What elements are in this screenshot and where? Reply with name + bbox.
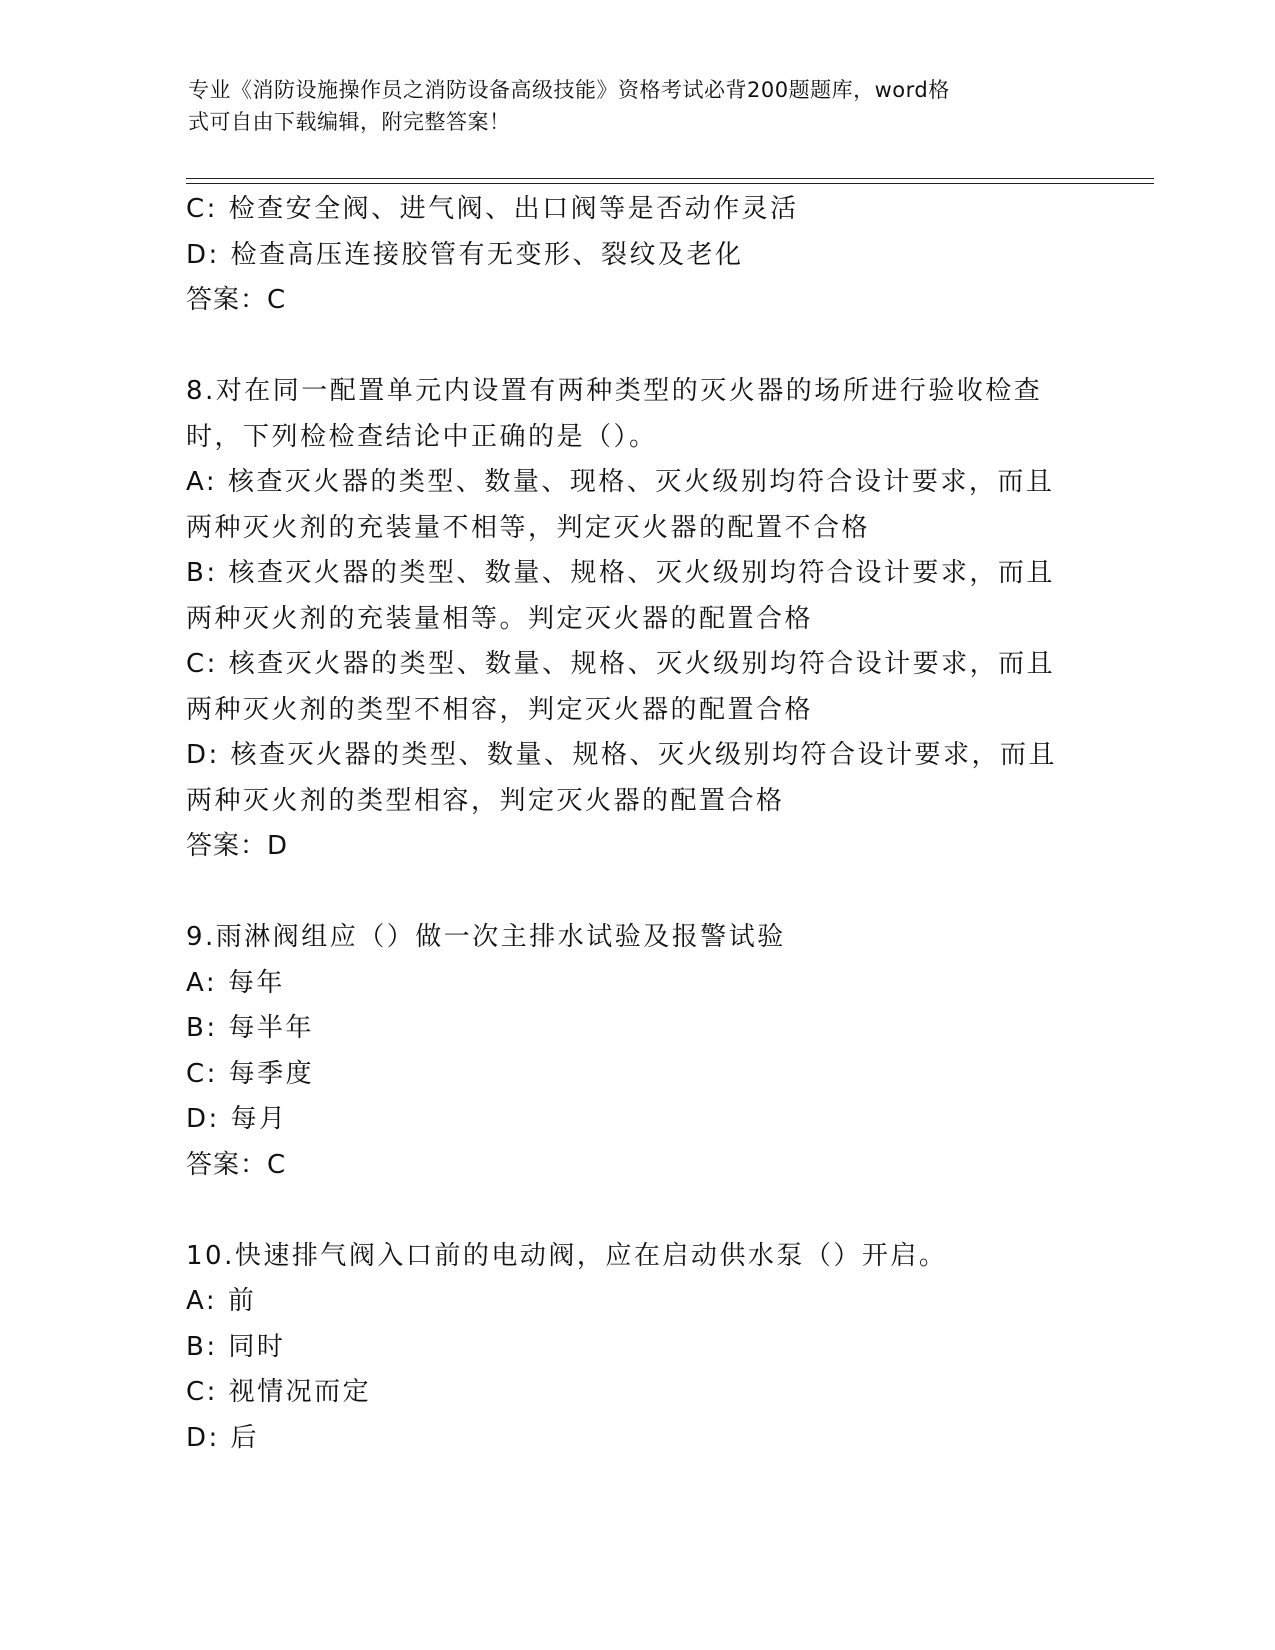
question-8 bbox=[186, 369, 1086, 870]
question-stem-line-2: 时，下列检检查结论中正确的是（）。 bbox=[186, 421, 658, 452]
question-10 bbox=[186, 1234, 1086, 1462]
option-d-line-2: 两种灭火剂的类型相容，判定灭火器的配置合格 bbox=[186, 785, 785, 816]
spacer bbox=[186, 324, 1086, 370]
header-rule-bottom bbox=[186, 183, 1154, 184]
header-title-line-2: 式可自由下载编辑，附完整答案！ bbox=[188, 110, 511, 134]
answer-label: 答案：C bbox=[186, 285, 287, 315]
question-9 bbox=[186, 915, 1086, 1188]
answer-label: 答案：D bbox=[186, 831, 289, 861]
option-c: C: 检查安全阀、进气阀、出口阀等是否动作灵活 bbox=[186, 194, 799, 224]
option-c: C: 视情况而定 bbox=[186, 1377, 372, 1407]
option-c-line-1: C: 核查灭火器的类型、数量、规格、灭火级别均符合设计要求，而且 bbox=[186, 649, 1056, 679]
spacer bbox=[186, 1188, 1086, 1234]
option-c: C: 每季度 bbox=[186, 1058, 315, 1089]
header-rule-top bbox=[186, 178, 1154, 179]
option-a-line-2: 两种灭火剂的充装量不相等，判定灭火器的配置不合格 bbox=[186, 512, 871, 543]
question-stem: 10.快速排气阀入口前的电动阀，应在启动供水泵（）开启。 bbox=[186, 1240, 948, 1271]
question-stem-line-1: 8.对在同一配置单元内设置有两种类型的灭火器的场所进行验收检查 bbox=[186, 376, 1043, 406]
option-d: D: 后 bbox=[186, 1422, 260, 1453]
option-a: A: 前 bbox=[186, 1286, 257, 1316]
header-title-line-1: 专业《消防设施操作员之消防设备高级技能》资格考试必背200题题库，word格 bbox=[188, 78, 950, 102]
option-b-line-2: 两种灭火剂的充装量相等。判定灭火器的配置合格 bbox=[186, 603, 814, 634]
question-list bbox=[186, 187, 1086, 1461]
option-d: D: 检查高压连接胶管有无变形、裂纹及老化 bbox=[186, 239, 744, 270]
answer-label: 答案：C bbox=[186, 1149, 287, 1180]
question-stem: 9.雨淋阀组应（）做一次主排水试验及报警试验 bbox=[186, 922, 786, 952]
option-b: B: 同时 bbox=[186, 1331, 286, 1362]
option-a: A: 每年 bbox=[186, 967, 285, 998]
spacer bbox=[186, 870, 1086, 916]
question-7-tail bbox=[186, 187, 1086, 324]
option-b: B: 每半年 bbox=[186, 1013, 314, 1043]
option-a-line-1: A: 核查灭火器的类型、数量、现格、灭火级别均符合设计要求，而且 bbox=[186, 467, 1055, 497]
option-c-line-2: 两种灭火剂的类型不相容，判定灭火器的配置合格 bbox=[186, 694, 814, 725]
option-b-line-1: B: 核查灭火器的类型、数量、规格、灭火级别均符合设计要求，而且 bbox=[186, 558, 1055, 588]
option-d: D: 每月 bbox=[186, 1104, 288, 1134]
document-header bbox=[188, 74, 1068, 138]
option-d-line-1: D: 核查灭火器的类型、数量、规格、灭火级别均符合设计要求，而且 bbox=[186, 740, 1058, 770]
